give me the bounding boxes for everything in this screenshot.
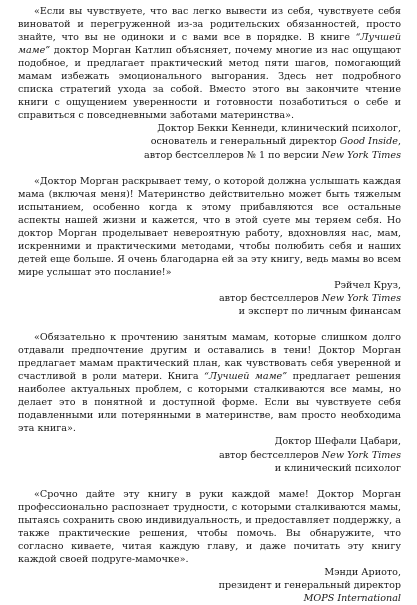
blurb-tsabary: [18, 331, 401, 475]
book-title: “Лучшей маме”: [18, 32, 401, 57]
quote-segment: «Если вы чувствуете, что вас легко вывести из себя, чувствуете себя виноватой и перегруженной из-за родительских обязанностей, просто знайте, что вы не одиноки и с вами все в порядке. В книге: [18, 6, 401, 44]
author-name: Рэйчел Круз,: [334, 279, 401, 291]
attribution-line: [18, 592, 401, 605]
author-role: и эксперт по личным финансам: [238, 306, 401, 318]
author-role: автор бестселлеров: [218, 292, 322, 304]
blurb-arioto: [18, 488, 401, 605]
quote-text: [18, 331, 401, 435]
attribution: [18, 122, 401, 161]
author-name: Мэнди Ариото,: [324, 566, 401, 578]
attribution-line: [18, 566, 401, 579]
author-role: автор бестселлеров № 1 по версии: [144, 149, 322, 161]
author-name: Доктор Шефали Цабари,: [274, 436, 401, 448]
quote-segment: «Обязательно к прочтению занятым мамам, которые слишком долго отдавали предпочтение другим и оставались в тени! Доктор Морган предлагает мамам практический план, как чувствовать себя уверенной и счастливой в роли матери. Книга: [18, 332, 401, 383]
attribution-line: [18, 149, 401, 162]
blurb-kennedy: [18, 5, 401, 162]
punctuation: ,: [397, 136, 401, 148]
book-title: “Лучшей маме”: [204, 371, 288, 383]
quote-text: [18, 5, 401, 122]
author-role: и клинический психолог: [274, 462, 401, 474]
attribution-line: [18, 579, 401, 592]
quote-segment: доктор Морган Катлип объясняет, почему многие из нас ощущают подобное, и предлагает практический метод пяти шагов, помогающий мамам избежать эмоционального выгорания. Здесь нет подробного списка стратегий ухода за собой. Вместо этого вы закончите чтение книги с ощущением уверенности и готовности позаботиться о себе и справиться с повседневными заботами материнства».: [18, 45, 401, 122]
attribution: [18, 435, 401, 474]
blurb-kruz: [18, 175, 401, 319]
spacer: [18, 162, 401, 175]
attribution-line: [18, 435, 401, 448]
quote-text: [18, 488, 401, 566]
attribution-line: [18, 305, 401, 318]
quote-segment: «Срочно дайте эту книгу в руки каждой маме! Доктор Морган профессионально распознает трудности, с которыми сталкиваются мамы, пытаясь сохранить свою индивидуальность, и предоставляет поддержку, а также практические решения, чтобы помочь. Вы обнаружите, что согласно киваете, читая каждую главу, и даже почитать эту книгу каждой своей подруге-мамочке».: [18, 488, 401, 565]
spacer: [18, 318, 401, 331]
publication-name: New York Times: [321, 292, 401, 304]
organization-name: MOPS International: [303, 592, 401, 604]
author-role: президент и генеральный директор: [218, 579, 401, 591]
attribution-line: [18, 122, 401, 135]
attribution: [18, 279, 401, 318]
attribution-line: [18, 135, 401, 148]
attribution-line: [18, 292, 401, 305]
author-name: Доктор Бекки Кеннеди, клинический психолог,: [157, 123, 401, 135]
attribution-line: [18, 279, 401, 292]
company-name: Good Inside: [339, 136, 398, 148]
spacer: [18, 475, 401, 488]
attribution-line: [18, 462, 401, 475]
quote-text: [18, 175, 401, 279]
quote-segment: «Доктор Морган раскрывает тему, о которой должна услышать каждая мама (включая меня)! Материнство действительно может быть тяжелым испытанием, особенно когда к этому прибавляются все остальные аспекты нашей жизни и кажется, что в этой суете мы теряем себя. Но доктор Морган проделывает невероятную работу, вдохновляя нас, мам, искренними и практическими методами, чтобы полюбить себя и наших детей еще больше. Я очень благодарна ей за эту книгу, ведь мамы во всем мире услышат это послание!»: [18, 175, 401, 278]
author-role: автор бестселлеров: [218, 449, 322, 461]
publication-name: New York Times: [321, 149, 401, 161]
author-role: основатель и генеральный директор: [150, 136, 340, 148]
quote-segment: предлагает решения наиболее актуальных проблем, с которыми сталкиваются все мамы, но делает это в понятной и доступной форме. Если вы чувствуете себя подавленными или потерянными в материнстве, вам просто необходима эта книга».: [18, 371, 401, 435]
attribution-line: [18, 449, 401, 462]
attribution: [18, 566, 401, 605]
publication-name: New York Times: [321, 449, 401, 461]
